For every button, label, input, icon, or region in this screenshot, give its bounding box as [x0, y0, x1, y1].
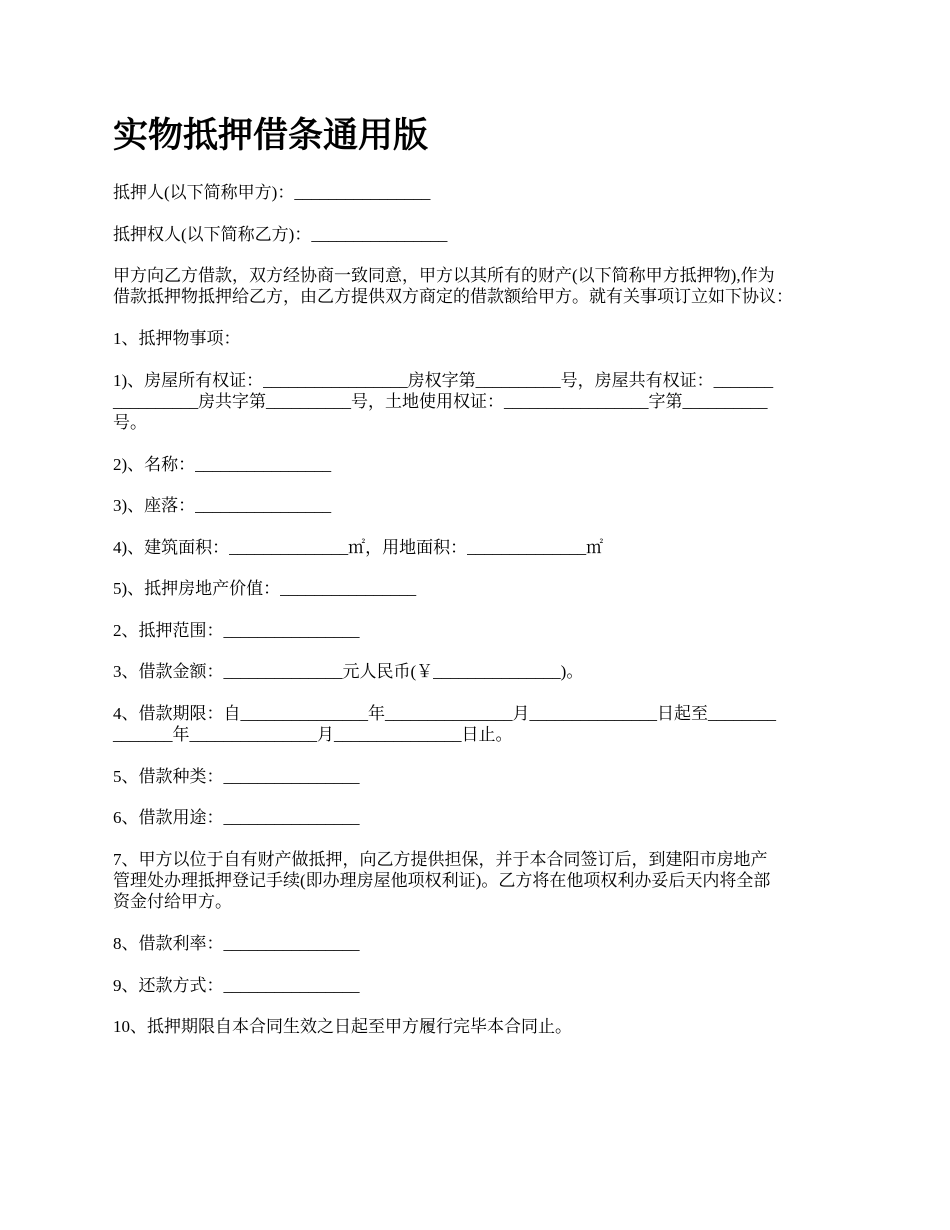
clause-5-loan-type [113, 766, 360, 787]
clause-1-1-property-certificates [113, 370, 773, 433]
clause-7-registration [113, 849, 770, 912]
clause-3-loan-amount [113, 661, 583, 682]
text-line: 2、抵押范围：________________ [113, 621, 360, 640]
text-line: 借款抵押物抵押给乙方，由乙方提供双方商定的借款额给甲方。就有关事项订立如下协议： [113, 287, 793, 306]
text-line: 6、借款用途：________________ [113, 808, 360, 827]
text-line: 5、借款种类：________________ [113, 767, 360, 786]
text-line: 甲方向乙方借款，双方经协商一致同意，甲方以其所有的财产(以下简称甲方抵押物),作为 [113, 266, 775, 285]
text-line: __________房共字第__________号，土地使用权证：_________________字第__________ [113, 392, 768, 411]
text-line: 3)、座落：________________ [113, 496, 332, 515]
text-line: 8、借款利率：________________ [113, 934, 360, 953]
clause-1-2-name [113, 454, 331, 475]
clause-1-3-location [113, 495, 331, 516]
mortgagee-line [113, 224, 447, 245]
text-line: 抵押人(以下简称甲方)：________________ [113, 183, 431, 202]
clause-10-mortgage-period [113, 1016, 572, 1037]
text-line: _______年_______________月_______________日止。 [113, 725, 513, 744]
clause-8-interest-rate [113, 933, 360, 954]
text-line: 1)、房屋所有权证：_________________房权字第__________号，房屋共有权证：_______ [113, 371, 774, 390]
intro-paragraph [113, 265, 793, 307]
text-line: 4、借款期限：自_______________年_______________月_______________日起至________ [113, 704, 776, 723]
text-line: 抵押权人(以下简称乙方)：________________ [113, 225, 448, 244]
text-line: 5)、抵押房地产价值：________________ [113, 579, 417, 598]
text-line: 1、抵押物事项： [113, 329, 241, 348]
text-line: 资金付给甲方。 [113, 892, 232, 911]
clause-1-5-property-value [113, 578, 416, 599]
clause-1-heading [113, 328, 241, 349]
clause-1-4-area [113, 537, 603, 558]
text-line: 3、借款金额：______________元人民币(￥_______________)。 [113, 662, 584, 681]
text-line: 号。 [113, 413, 147, 432]
clause-4-loan-term [113, 703, 776, 745]
text-line: 10、抵押期限自本合同生效之日起至甲方履行完毕本合同止。 [113, 1017, 572, 1036]
text-line: 4)、建筑面积：______________㎡，用地面积：______________㎡ [113, 538, 604, 557]
mortgagor-line [113, 182, 430, 203]
text-line: 7、甲方以位于自有财产做抵押，向乙方提供担保，并于本合同签订后，到建阳市房地产 [113, 850, 768, 869]
text-line: 管理处办理抵押登记手续(即办理房屋他项权利证)。乙方将在他项权利办妥后天内将全部 [113, 871, 771, 890]
document-title: 实物抵押借条通用版 [113, 115, 429, 156]
text-line: 9、还款方式：________________ [113, 976, 360, 995]
clause-9-repayment [113, 975, 360, 996]
clause-2-scope [113, 620, 360, 641]
clause-6-loan-purpose [113, 807, 360, 828]
text-line: 2)、名称：________________ [113, 455, 332, 474]
